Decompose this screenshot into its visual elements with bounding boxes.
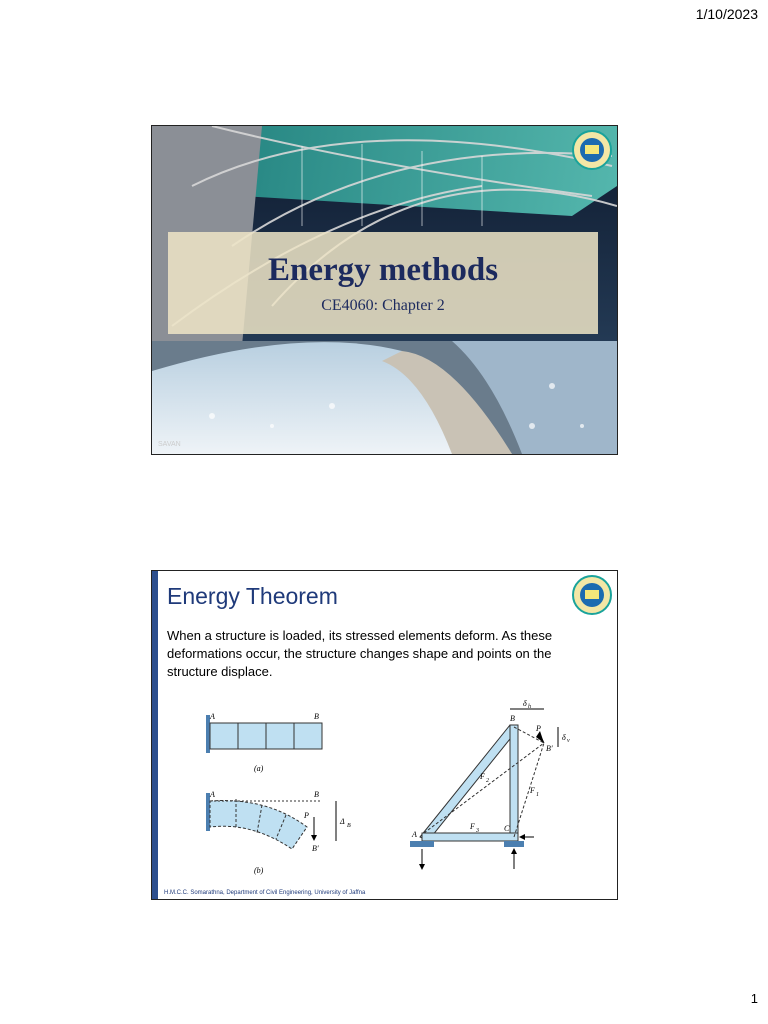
university-logo-icon <box>572 575 612 615</box>
label-P: P <box>304 811 309 820</box>
label-delta-B-sub: B <box>347 823 351 829</box>
deformation-figure <box>192 697 592 877</box>
label-C: C <box>504 824 510 833</box>
slide-footer: H.M.C.C. Somarathna, Department of Civil Engineering, University of Jaffna <box>164 890 366 896</box>
label-P: P <box>536 724 541 733</box>
label-F3-sub: 3 <box>476 828 479 834</box>
label-B: B <box>314 712 319 721</box>
label-F1-sub: 1 <box>536 792 539 798</box>
label-B-prime: B′ <box>312 844 319 853</box>
label-A: A <box>210 790 215 799</box>
truss-diagram <box>410 699 570 870</box>
slide-title: Energy methods <box>267 252 499 288</box>
label-B: B <box>510 714 515 723</box>
slide-accent-bar <box>152 571 158 899</box>
slide-subtitle: CE4060: Chapter 2 <box>321 297 445 314</box>
label-F2-sub: 2 <box>486 778 489 784</box>
label-delta-v: δ <box>562 733 566 742</box>
title-box <box>168 232 598 334</box>
label-b: (b) <box>254 866 264 875</box>
slide-2 <box>151 570 618 900</box>
label-delta-h-sub: h <box>528 704 531 710</box>
label-A: A <box>210 712 215 721</box>
university-logo-icon <box>572 130 612 170</box>
cantilever-deformed <box>206 790 351 875</box>
label-F3: F <box>470 822 475 831</box>
label-B-prime: B′ <box>546 744 553 753</box>
label-F1: F <box>530 786 535 795</box>
label-F2: F <box>480 772 485 781</box>
print-date: 1/10/2023 <box>695 6 758 22</box>
slide-1 <box>151 125 618 455</box>
label-A: A <box>412 830 417 839</box>
label-delta-h: δ <box>523 699 527 708</box>
photo-watermark: SAVAN <box>158 441 181 448</box>
cantilever-undeformed <box>206 712 322 773</box>
label-delta-v-sub: v <box>567 738 570 744</box>
page-number: 1 <box>750 991 758 1006</box>
slide-title: Energy Theorem <box>167 583 338 609</box>
slide-body-text: When a structure is loaded, its stressed elements deform. As these deformations occur, the structure changes shape and points on the structure displace. <box>167 628 553 679</box>
label-B: B <box>314 790 319 799</box>
label-a: (a) <box>254 764 264 773</box>
label-delta-B: Δ <box>340 817 345 826</box>
